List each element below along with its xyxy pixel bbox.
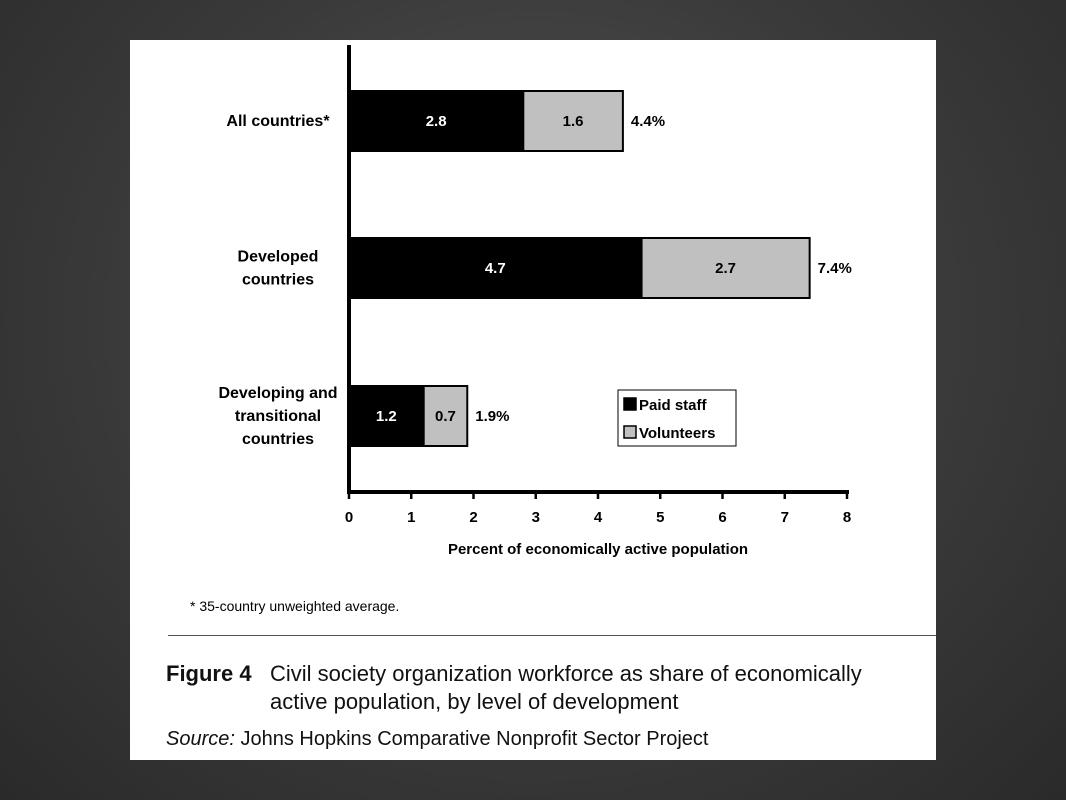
x-tick-label: 5 (656, 509, 665, 526)
data-label: 4.7 (484, 260, 506, 277)
figure-label: Figure 4 (166, 661, 252, 686)
legend-label: Paid staff (639, 397, 707, 414)
source-text: Johns Hopkins Comparative Nonprofit Sector Project (234, 728, 709, 750)
x-tick-label: 8 (842, 509, 852, 526)
footnote: * 35-country unweighted average. (190, 598, 400, 614)
data-label: 0.7 (435, 408, 456, 425)
total-label: 7.4% (817, 260, 852, 277)
divider (168, 635, 936, 636)
x-tick-label: 3 (531, 509, 540, 526)
source-label: Source: (166, 728, 235, 750)
data-label: 1.2 (375, 408, 397, 425)
legend-swatch (624, 426, 636, 438)
legend-swatch (624, 398, 636, 410)
data-label: 2.7 (715, 260, 737, 277)
category-label: countries (241, 271, 315, 289)
stacked-bar-chart (130, 40, 936, 580)
data-label: 1.6 (562, 113, 584, 130)
x-axis-title: Percent of economically active population (447, 541, 749, 558)
category-label: Developing and (218, 385, 338, 402)
category-label: countries (241, 431, 315, 448)
x-tick-label: 6 (718, 509, 727, 526)
category-label: Developed (237, 248, 319, 266)
x-tick-label: 7 (780, 509, 789, 526)
total-label: 1.9% (475, 408, 510, 425)
x-tick-label: 1 (407, 509, 416, 526)
data-label: 2.8 (425, 113, 447, 130)
legend-group (618, 390, 736, 446)
category-label: All countries* (226, 113, 330, 130)
slide (130, 40, 936, 760)
figure-title: Civil society organization workforce as share of economically active population, by level of development (270, 661, 862, 714)
bars-group (218, 91, 851, 448)
category-label: transitional (234, 408, 322, 425)
figure-caption (166, 660, 910, 716)
total-label: 4.4% (630, 113, 666, 130)
x-tick-label: 4 (593, 509, 603, 526)
x-tick-label: 2 (469, 509, 478, 526)
legend-label: Volunteers (639, 425, 716, 442)
source-line (166, 728, 708, 751)
x-tick-label: 0 (344, 509, 354, 526)
